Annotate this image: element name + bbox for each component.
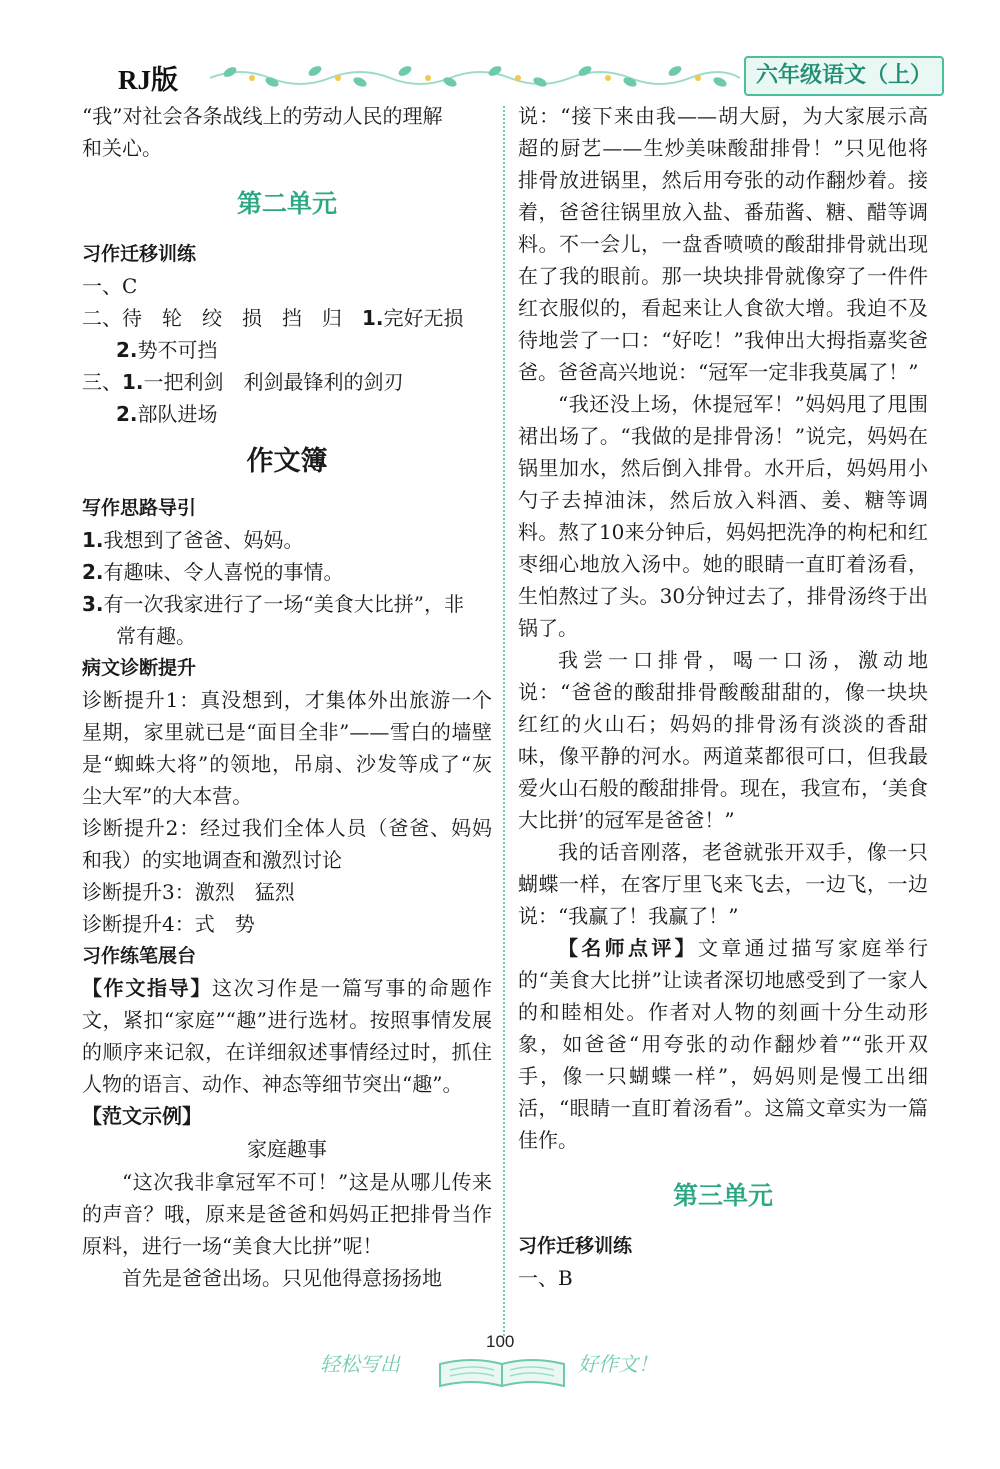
essay-paragraph-2: 首先是爸爸出场。只见他得意扬扬地 (122, 1266, 442, 1290)
composition-heading: 作文簿 (246, 446, 328, 477)
diagnosis-1: 诊断提升1：真没想到，才集体外出旅游一个星期，家里就已是“面目全非”——雪白的墙壁是“蜘蛛大将”的领地，吊扇、沙发等成了“灰尘大军”的大本营。 (82, 688, 492, 808)
guide-num-3: 3. (82, 592, 104, 616)
guide-item-3 (82, 588, 492, 620)
answer-3-text-2: 部队进场 (137, 402, 218, 426)
transfer-training-heading-3: 习作迁移训练 (518, 1235, 633, 1257)
answer-3-sub-row (82, 398, 492, 430)
slogan-right: 好作文！ (578, 1352, 658, 1376)
guide-text-2: 有趣味、令人喜悦的事情。 (103, 560, 344, 584)
guide-item-1 (82, 524, 492, 556)
teacher-comment (518, 932, 928, 1156)
essay-paragraph-1: “这次我非拿冠军不可！”这是从哪儿传来的声音？哦，原来是爸爸和妈妈正把排骨当作原料，进行一场“美食大比拼”呢！ (82, 1170, 492, 1258)
essay-title: 家庭趣事 (247, 1137, 327, 1161)
grade-badge: 六年级语文（上） (744, 56, 944, 96)
slogan-left: 轻松写出 (320, 1352, 400, 1376)
answer-2-text-2: 势不可挡 (137, 338, 218, 362)
answer-2-sub-row (82, 334, 492, 366)
answer-2-num-1: 1. (362, 306, 384, 330)
diagnosis-3: 诊断提升3：激烈 猛烈 (82, 880, 295, 904)
guide-num-1: 1. (82, 528, 104, 552)
intro-line-2: 和关心。 (82, 136, 162, 160)
intro-line-1: “我”对社会各条战线上的劳动人民的理解 (82, 104, 443, 128)
guide-num-2: 2. (82, 560, 104, 584)
comment-label: 【名师点评】 (558, 936, 698, 960)
unit-3-answer-1: 一、B (518, 1266, 573, 1290)
answer-3-num-1: 1. (122, 370, 144, 394)
comment-text: 文章通过描写家庭举行的“美食大比拼”让读者深切地感受到了一家人的和睦相处。作者对人物的刻画十分生动形象，如爸爸“用夸张的动作翻炒着”“张开双手，像一只蝴蝶一样”，妈妈则是慢工出细活，“眼睛一直盯着汤看”。这篇文章实为一篇佳作。 (518, 936, 928, 1152)
guide-text-3-cont: 常有趣。 (116, 624, 196, 648)
transfer-training-heading: 习作迁移训练 (82, 243, 197, 265)
essay-paragraph-3: “我还没上场，休提冠军！”妈妈甩了甩围裙出场了。“我做的是排骨汤！”说完，妈妈在锅里加水，然后倒入排骨。水开后，妈妈用小勺子去掉油沫，然后放入料酒、姜、糖等调料。熬了10来分钟后，妈妈把洗净的枸杞和红枣细心地放入汤中。她的眼睛一直盯着汤看，生怕熬过了头。30分钟过去了，排骨汤终于出锅了。 (518, 392, 928, 640)
left-column (82, 100, 492, 1294)
answer-3-row (82, 366, 492, 398)
guide-text-1: 我想到了爸爸、妈妈。 (103, 528, 304, 552)
guidance-label: 【作文指导】 (82, 976, 212, 1000)
writing-guide-heading: 写作思路导引 (82, 497, 197, 519)
guide-text-3: 有一次我家进行了一场“美食大比拼”，非 (103, 592, 464, 616)
answer-3-prefix: 三、 (82, 370, 122, 394)
guidance-text: 这次习作是一篇写事的命题作文，紧扣“家庭”“趣”进行选材。按照事情发展的顺序来记叙，在详细叙述事情经过时，抓住人物的语言、动作、神态等细节突出“趣”。 (82, 976, 492, 1096)
unit-3-heading: 第三单元 (672, 1181, 773, 1210)
leaf-vine-decoration (210, 58, 740, 92)
example-label: 【范文示例】 (82, 1104, 202, 1128)
page-header (0, 0, 1000, 100)
answer-2-words: 二、待 轮 绞 损 挡 归 (82, 306, 362, 330)
page-number: 100 (486, 1332, 515, 1351)
diagnosis-heading: 病文诊断提升 (82, 657, 197, 679)
answer-1: 一、C (82, 274, 138, 298)
guide-item-2 (82, 556, 492, 588)
column-divider (503, 106, 505, 1336)
showcase-heading: 习作练笔展台 (82, 945, 197, 967)
diagnosis-2: 诊断提升2：经过我们全体人员（爸爸、妈妈和我）的实地调查和激烈讨论 (82, 816, 492, 872)
unit-2-heading: 第二单元 (236, 189, 337, 218)
diagnosis-4: 诊断提升4：式 势 (82, 912, 255, 936)
essay-paragraph-4: 我尝一口排骨，喝一口汤，激动地说：“爸爸的酸甜排骨酸酸甜甜的，像一块块红红的火山石；妈妈的排骨汤有淡淡的香甜味，像平静的河水。两道菜都很可口，但我最爱火山石般的酸甜排骨。现在，我宣布，‘美食大比拼’的冠军是爸爸！” (518, 648, 928, 832)
answer-3-num-2: 2. (116, 402, 138, 426)
answer-3-text-1: 一把利剑 利剑最锋利的剑刃 (143, 370, 404, 394)
essay-paragraph-5: 我的话音刚落，老爸就张开双手，像一只蝴蝶一样，在客厅里飞来飞去，一边飞，一边说：“我赢了！我赢了！” (518, 840, 928, 928)
answer-2-text-1: 完好无损 (383, 306, 464, 330)
essay-paragraph-2-cont: 说：“接下来由我——胡大厨，为大家展示高超的厨艺——生炒美味酸甜排骨！”只见他将排骨放进锅里，然后用夸张的动作翻炒着。接着，爸爸往锅里放入盐、番茄酱、糖、醋等调料。不一会儿，一盘香喷喷的酸甜排骨就出现在了我的眼前。那一块块排骨就像穿了一件件红衣服似的，看起来让人食欲大增。我迫不及待地尝了一口：“好吃！”我伸出大拇指嘉奖爸爸。爸爸高兴地说：“冠军一定非我莫属了！” (518, 104, 928, 384)
answer-2-num-2: 2. (116, 338, 138, 362)
open-book-icon (432, 1356, 572, 1392)
right-column (518, 100, 928, 1294)
answer-2-row (82, 302, 492, 334)
edition-label: RJ版 (118, 65, 178, 95)
guidance-paragraph (82, 972, 492, 1100)
